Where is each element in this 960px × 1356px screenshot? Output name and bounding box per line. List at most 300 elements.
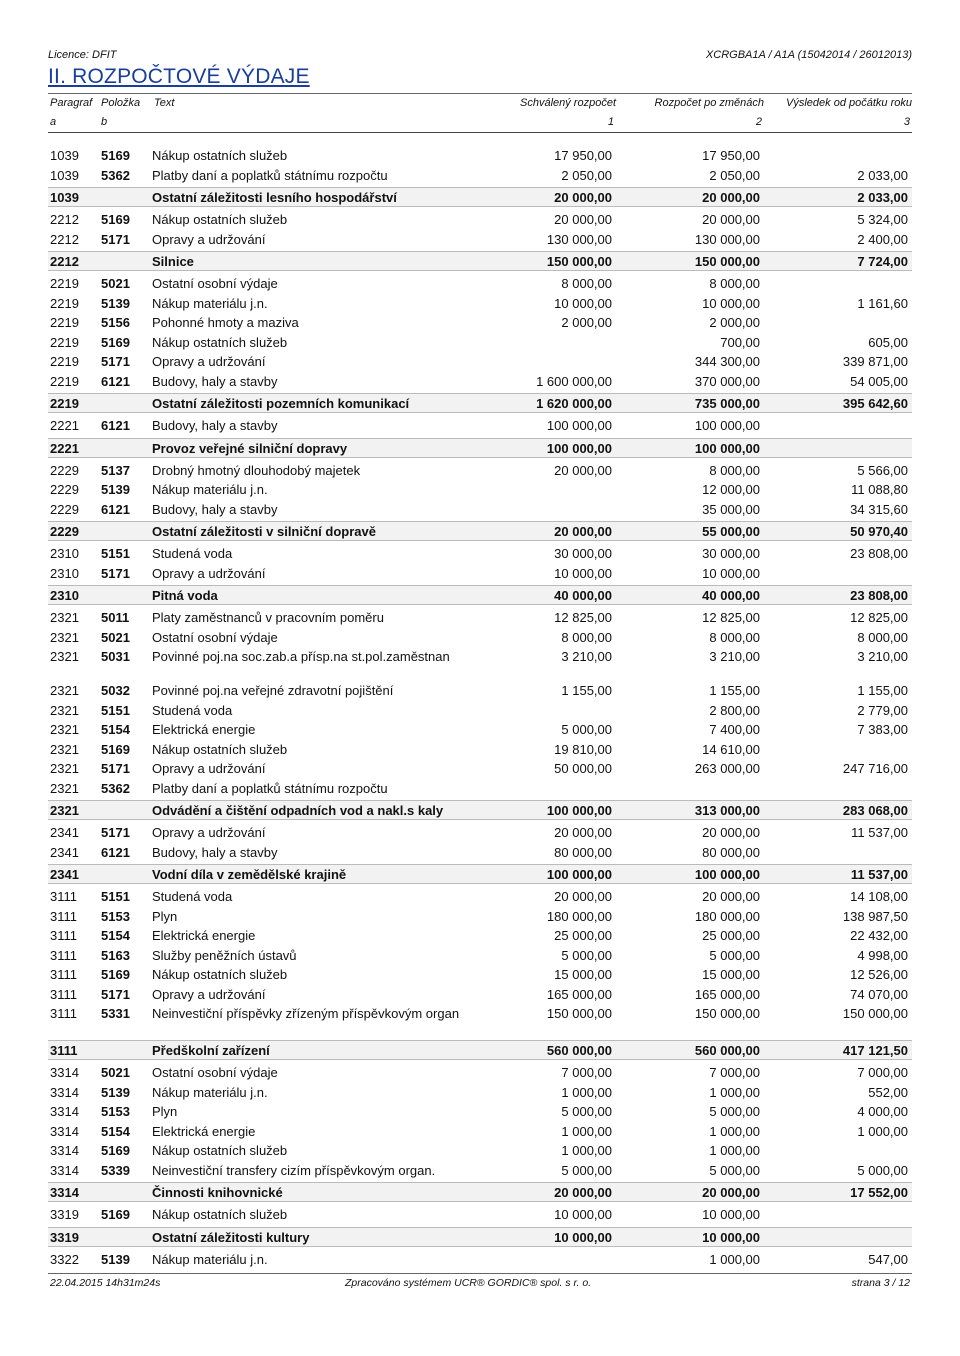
- cell-text: Ostatní osobní výdaje: [152, 1065, 278, 1080]
- cell-po-zmenach: 40 000,00: [702, 588, 760, 603]
- cell-paragraf: 1039: [50, 190, 79, 205]
- cell-text: Nákup materiálu j.n.: [152, 295, 268, 311]
- cell-po-zmenach: 180 000,00: [694, 908, 760, 924]
- col-vysledek: Výsledek od počátku roku: [786, 97, 912, 109]
- cell-polozka: 5139: [101, 1251, 130, 1267]
- table-row: [48, 544, 912, 564]
- cell-paragraf: 2219: [50, 396, 79, 411]
- cell-paragraf: 2321: [50, 629, 79, 645]
- table-row: [48, 965, 912, 985]
- cell-paragraf: 2310: [50, 588, 79, 603]
- cell-polozka: 5171: [101, 565, 130, 581]
- cell-paragraf: 2219: [50, 334, 79, 350]
- cell-schvaleny: 30 000,00: [554, 546, 612, 561]
- table-row: [48, 210, 912, 230]
- cell-schvaleny: 10 000,00: [554, 1207, 612, 1222]
- table-row: [48, 1102, 912, 1122]
- cell-po-zmenach: 130 000,00: [694, 231, 760, 247]
- cell-schvaleny: 20 000,00: [554, 825, 612, 840]
- cell-vysledek: 3 210,00: [857, 649, 908, 664]
- table-row: [48, 461, 912, 481]
- cell-paragraf: 3111: [50, 1006, 77, 1021]
- cell-po-zmenach: 1 000,00: [709, 1084, 760, 1100]
- cell-paragraf: 2321: [50, 610, 79, 625]
- cell-polozka: 6121: [101, 373, 130, 389]
- cell-vysledek: 11 537,00: [851, 825, 908, 840]
- cell-paragraf: 2321: [50, 780, 79, 796]
- cell-text: Předškolní zařízení: [152, 1043, 270, 1058]
- cell-po-zmenach: 8 000,00: [709, 276, 760, 291]
- cell-vysledek: 1 161,60: [857, 295, 908, 311]
- table-row: [48, 779, 912, 799]
- subtotal-row: [48, 1182, 912, 1202]
- table-row: [48, 740, 912, 760]
- cell-schvaleny: 1 000,00: [561, 1143, 612, 1158]
- cell-paragraf: 3319: [50, 1207, 79, 1222]
- page-top-line: [48, 49, 912, 63]
- cell-paragraf: 2229: [50, 462, 79, 478]
- cell-polozka: 6121: [101, 501, 130, 517]
- cell-schvaleny: 1 000,00: [561, 1084, 612, 1100]
- cell-polozka: 5153: [101, 908, 130, 924]
- cell-text: Nákup ostatních služeb: [152, 967, 288, 982]
- cell-text: Nákup materiálu j.n.: [152, 482, 268, 497]
- cell-vysledek: 2 033,00: [857, 190, 908, 205]
- cell-po-zmenach: 20 000,00: [702, 825, 760, 840]
- cell-schvaleny: 150 000,00: [546, 254, 612, 269]
- cell-text: Ostatní osobní výdaje: [152, 629, 278, 645]
- cell-polozka: 5169: [101, 967, 130, 982]
- cell-po-zmenach: 165 000,00: [694, 986, 760, 1002]
- cell-polozka: 5169: [101, 1207, 130, 1222]
- cell-vysledek: 11 537,00: [850, 867, 908, 882]
- cell-paragraf: 3111: [50, 908, 77, 924]
- cell-paragraf: 2212: [50, 212, 79, 227]
- cell-vysledek: 11 088,80: [851, 482, 908, 497]
- cell-polozka: 5362: [101, 780, 130, 796]
- cell-po-zmenach: 370 000,00: [694, 373, 760, 389]
- cell-po-zmenach: 2 800,00: [709, 702, 760, 718]
- cell-po-zmenach: 1 000,00: [709, 1251, 760, 1267]
- cell-po-zmenach: 14 610,00: [702, 741, 760, 757]
- cell-polozka: 5362: [101, 167, 130, 183]
- table-row: [48, 946, 912, 966]
- cell-paragraf: 3322: [50, 1251, 79, 1267]
- cell-po-zmenach: 700,00: [720, 334, 760, 350]
- cell-vysledek: 23 808,00: [850, 588, 908, 603]
- cell-schvaleny: 1 155,00: [561, 683, 612, 698]
- cell-paragraf: 2310: [50, 546, 79, 561]
- cell-paragraf: 2341: [50, 867, 79, 882]
- cell-schvaleny: 5 000,00: [561, 1104, 612, 1119]
- cell-vysledek: 4 998,00: [857, 947, 908, 963]
- cell-schvaleny: 150 000,00: [546, 1006, 612, 1021]
- cell-polozka: 5169: [101, 741, 130, 757]
- cell-schvaleny: 80 000,00: [554, 844, 612, 860]
- cell-text: Studená voda: [152, 702, 233, 718]
- table-row: [48, 720, 912, 740]
- cell-paragraf: 2219: [50, 276, 79, 291]
- cell-polozka: 5169: [101, 212, 130, 227]
- cell-schvaleny: 20 000,00: [554, 212, 612, 227]
- table-row: [48, 887, 912, 907]
- table-row: [48, 1205, 912, 1225]
- table-row: [48, 294, 912, 314]
- cell-po-zmenach: 100 000,00: [694, 867, 760, 882]
- cell-po-zmenach: 20 000,00: [702, 212, 760, 227]
- cell-text: Nákup materiálu j.n.: [152, 1084, 268, 1100]
- cell-vysledek: 417 121,50: [842, 1043, 908, 1058]
- cell-text: Opravy a udržování: [152, 354, 266, 369]
- table-row: [48, 166, 912, 186]
- cell-polozka: 5171: [101, 231, 130, 247]
- col-text: Text: [154, 97, 175, 109]
- cell-po-zmenach: 344 300,00: [694, 354, 760, 369]
- cell-vysledek: 552,00: [868, 1084, 908, 1100]
- cell-schvaleny: 1 620 000,00: [536, 396, 612, 411]
- cell-paragraf: 3111: [50, 986, 77, 1002]
- table-row: [48, 1083, 912, 1103]
- cell-po-zmenach: 10 000,00: [702, 565, 760, 581]
- footer-timestamp: 22.04.2015 14h31m24s: [50, 1277, 161, 1289]
- footer-page: strana 3 / 12: [851, 1277, 910, 1289]
- cell-schvaleny: 20 000,00: [554, 889, 612, 904]
- cell-po-zmenach: 735 000,00: [694, 396, 760, 411]
- cell-po-zmenach: 7 000,00: [709, 1065, 760, 1080]
- cell-polozka: 5151: [101, 889, 130, 904]
- cell-polozka: 5171: [101, 761, 130, 776]
- cell-paragraf: 2321: [50, 683, 79, 698]
- cell-polozka: 5169: [101, 1143, 130, 1158]
- subtotal-row: [48, 393, 912, 413]
- cell-text: Vodní díla v zemědělské krajině: [152, 867, 347, 882]
- cell-schvaleny: 165 000,00: [546, 986, 612, 1002]
- cell-po-zmenach: 313 000,00: [694, 803, 760, 818]
- cell-paragraf: 3111: [50, 889, 77, 904]
- cell-paragraf: 2321: [50, 702, 79, 718]
- col-n2: 2: [755, 116, 762, 128]
- cell-po-zmenach: 10 000,00: [702, 1229, 760, 1245]
- cell-vysledek: 605,00: [868, 334, 908, 350]
- cell-schvaleny: 20 000,00: [554, 190, 612, 205]
- cell-po-zmenach: 150 000,00: [694, 254, 760, 269]
- cell-paragraf: 2212: [50, 231, 79, 247]
- table-row: [48, 1161, 912, 1181]
- cell-text: Neinvestiční příspěvky zřízeným příspěvkovým organ: [152, 1006, 460, 1021]
- col-polozka: Položka: [101, 97, 141, 109]
- cell-polozka: 5331: [101, 1006, 130, 1021]
- cell-polozka: 5151: [101, 702, 130, 718]
- cell-text: Opravy a udržování: [152, 825, 266, 840]
- cell-po-zmenach: 15 000,00: [702, 967, 760, 982]
- cell-text: Budovy, haly a stavby: [152, 844, 278, 860]
- subtotal-row: [48, 521, 912, 541]
- cell-text: Elektrická energie: [152, 722, 256, 737]
- cell-schvaleny: 15 000,00: [554, 967, 612, 982]
- cell-vysledek: 395 642,60: [842, 396, 908, 411]
- page-footer: [48, 1273, 912, 1290]
- cell-schvaleny: 1 600 000,00: [536, 373, 612, 389]
- table-row: [48, 1141, 912, 1161]
- cell-vysledek: 5 324,00: [857, 212, 908, 227]
- cell-vysledek: 2 033,00: [857, 167, 908, 183]
- cell-vysledek: 1 155,00: [857, 683, 908, 698]
- table-row: [48, 416, 912, 436]
- col-po-zmenach: Rozpočet po změnách: [654, 97, 764, 109]
- cell-text: Budovy, haly a stavby: [152, 373, 278, 389]
- cell-po-zmenach: 7 400,00: [709, 722, 760, 737]
- cell-schvaleny: 2 000,00: [561, 315, 612, 330]
- cell-text: Povinné poj.na veřejné zdravotní pojištění: [152, 683, 394, 698]
- cell-schvaleny: 12 825,00: [554, 610, 612, 625]
- cell-vysledek: 283 068,00: [842, 803, 908, 818]
- cell-po-zmenach: 25 000,00: [702, 928, 760, 943]
- subtotal-row: [48, 438, 912, 458]
- cell-text: Ostatní osobní výdaje: [152, 276, 278, 291]
- cell-po-zmenach: 1 155,00: [709, 683, 760, 698]
- cell-po-zmenach: 10 000,00: [702, 295, 760, 311]
- table-row: [48, 907, 912, 927]
- cell-schvaleny: 7 000,00: [561, 1065, 612, 1080]
- cell-vysledek: 12 526,00: [850, 967, 908, 982]
- table-row: [48, 352, 912, 372]
- cell-paragraf: 2221: [50, 440, 79, 456]
- cell-text: Nákup ostatních služeb: [152, 1143, 288, 1158]
- cell-po-zmenach: 8 000,00: [709, 462, 760, 478]
- cell-vysledek: 50 970,40: [850, 524, 908, 539]
- cell-paragraf: 2219: [50, 315, 79, 330]
- cell-po-zmenach: 150 000,00: [694, 1006, 760, 1021]
- col-n1: 1: [607, 116, 614, 128]
- cell-paragraf: 2321: [50, 741, 79, 757]
- cell-schvaleny: 19 810,00: [554, 741, 612, 757]
- cell-text: Ostatní záležitosti kultury: [152, 1229, 310, 1245]
- cell-vysledek: 547,00: [868, 1251, 908, 1267]
- table-row: [48, 1122, 912, 1142]
- cell-po-zmenach: 17 950,00: [702, 148, 760, 163]
- cell-text: Budovy, haly a stavby: [152, 501, 278, 517]
- cell-vysledek: 2 400,00: [857, 231, 908, 247]
- cell-schvaleny: 5 000,00: [561, 1162, 612, 1178]
- cell-text: Pitná voda: [152, 588, 218, 603]
- cell-text: Nákup ostatních služeb: [152, 212, 288, 227]
- cell-schvaleny: 100 000,00: [546, 803, 612, 818]
- cell-po-zmenach: 20 000,00: [702, 889, 760, 904]
- cell-vysledek: 5 000,00: [857, 1162, 908, 1178]
- cell-vysledek: 7 724,00: [857, 254, 908, 269]
- cell-po-zmenach: 8 000,00: [709, 629, 760, 645]
- cell-po-zmenach: 30 000,00: [702, 546, 760, 561]
- cell-polozka: 5154: [101, 1123, 130, 1139]
- cell-po-zmenach: 1 000,00: [709, 1123, 760, 1139]
- cell-po-zmenach: 80 000,00: [702, 844, 760, 860]
- cell-polozka: 5139: [101, 1084, 130, 1100]
- cell-text: Silnice: [152, 254, 194, 269]
- cell-vysledek: 14 108,00: [850, 889, 908, 904]
- cell-text: Ostatní záležitosti lesního hospodářství: [152, 190, 397, 205]
- cell-text: Opravy a udržování: [152, 231, 266, 247]
- cell-text: Nákup ostatních služeb: [152, 148, 288, 163]
- cell-text: Opravy a udržování: [152, 761, 266, 776]
- cell-polozka: 5169: [101, 148, 130, 163]
- cell-text: Elektrická energie: [152, 928, 256, 943]
- table-row: [48, 146, 912, 166]
- cell-polozka: 5163: [101, 947, 130, 963]
- table-row: [48, 1004, 912, 1038]
- cell-polozka: 5137: [101, 462, 130, 478]
- table-row: [48, 1063, 912, 1083]
- cell-paragraf: 3314: [50, 1143, 79, 1158]
- cell-paragraf: 3314: [50, 1162, 79, 1178]
- cell-po-zmenach: 263 000,00: [694, 761, 760, 776]
- cell-polozka: 5156: [101, 315, 130, 330]
- cell-text: Platby daní a poplatků státnímu rozpočtu: [152, 167, 388, 183]
- cell-vysledek: 22 432,00: [850, 928, 908, 943]
- cell-vysledek: 1 000,00: [857, 1123, 908, 1139]
- table-row: [48, 823, 912, 843]
- cell-text: Platy zaměstnanců v pracovním poměru: [152, 610, 384, 625]
- report-code: XCRGBA1A / A1A (15042014 / 26012013): [705, 49, 912, 61]
- cell-paragraf: 2229: [50, 501, 79, 517]
- cell-po-zmenach: 20 000,00: [702, 1185, 760, 1200]
- cell-schvaleny: 130 000,00: [546, 231, 612, 247]
- cell-po-zmenach: 2 000,00: [709, 315, 760, 330]
- cell-schvaleny: 10 000,00: [554, 295, 612, 311]
- cell-text: Odvádění a čištění odpadních vod a nakl.s kaly: [152, 803, 444, 818]
- cell-schvaleny: 3 210,00: [561, 649, 612, 664]
- table-row: [48, 647, 912, 681]
- cell-polozka: 5011: [101, 610, 130, 625]
- table-row: [48, 926, 912, 946]
- table-row: [48, 564, 912, 584]
- cell-vysledek: 339 871,00: [842, 354, 908, 369]
- cell-text: Neinvestiční transfery cizím příspěvkovým organ.: [152, 1162, 436, 1178]
- footer-system: Zpracováno systémem UCR® GORDIC® spol. s r. o.: [345, 1277, 592, 1289]
- cell-paragraf: 2321: [50, 649, 79, 664]
- cell-text: Plyn: [152, 1104, 178, 1119]
- table-row: [48, 480, 912, 500]
- cell-paragraf: 2341: [50, 844, 79, 860]
- cell-vysledek: 34 315,60: [850, 501, 908, 517]
- table-row: [48, 230, 912, 250]
- cell-text: Opravy a udržování: [152, 565, 266, 581]
- cell-po-zmenach: 35 000,00: [702, 501, 760, 517]
- cell-polozka: 6121: [101, 844, 130, 860]
- cell-paragraf: 2321: [50, 761, 79, 776]
- cell-vysledek: 12 825,00: [850, 610, 908, 625]
- cell-schvaleny: 8 000,00: [561, 276, 612, 291]
- table-row: [48, 759, 912, 779]
- cell-polozka: 5171: [101, 354, 130, 369]
- cell-paragraf: 2321: [50, 803, 79, 818]
- cell-vysledek: 5 566,00: [857, 462, 908, 478]
- cell-paragraf: 3111: [50, 967, 77, 982]
- cell-schvaleny: 17 950,00: [554, 148, 612, 163]
- cell-paragraf: 2229: [50, 524, 79, 539]
- cell-paragraf: 2321: [50, 722, 79, 737]
- cell-schvaleny: 10 000,00: [554, 565, 612, 581]
- cell-schvaleny: 1 000,00: [561, 1123, 612, 1139]
- cell-polozka: 5021: [101, 629, 130, 645]
- table-row: [48, 313, 912, 333]
- cell-paragraf: 3314: [50, 1104, 79, 1119]
- cell-schvaleny: 100 000,00: [546, 867, 612, 882]
- licence-label: Licence: DFIT: [48, 49, 117, 61]
- cell-po-zmenach: 100 000,00: [694, 418, 760, 433]
- cell-polozka: 6121: [101, 418, 130, 433]
- col-paragraf: Paragraf: [50, 97, 93, 109]
- cell-paragraf: 3314: [50, 1185, 79, 1200]
- table-row: [48, 701, 912, 721]
- cell-schvaleny: 5 000,00: [561, 722, 612, 737]
- cell-vysledek: 17 552,00: [850, 1185, 908, 1200]
- subtotal-row: [48, 1227, 912, 1247]
- cell-text: Ostatní záležitosti pozemních komunikací: [152, 396, 410, 411]
- cell-text: Platby daní a poplatků státnímu rozpočtu: [152, 780, 388, 796]
- cell-text: Povinné poj.na soc.zab.a přísp.na st.pol.zaměstnan: [152, 649, 450, 664]
- cell-paragraf: 3111: [50, 928, 77, 943]
- cell-polozka: 5339: [101, 1162, 130, 1178]
- cell-text: Ostatní záležitosti v silniční dopravě: [152, 524, 376, 539]
- cell-po-zmenach: 1 000,00: [709, 1143, 760, 1158]
- cell-vysledek: 23 808,00: [850, 546, 908, 561]
- cell-text: Nákup materiálu j.n.: [152, 1251, 268, 1267]
- cell-polozka: 5171: [101, 986, 130, 1002]
- cell-schvaleny: 100 000,00: [546, 440, 612, 456]
- col-b: b: [101, 116, 108, 128]
- cell-schvaleny: 50 000,00: [554, 761, 612, 776]
- cell-text: Nákup ostatních služeb: [152, 334, 288, 350]
- cell-schvaleny: 2 050,00: [561, 167, 612, 183]
- cell-text: Nákup ostatních služeb: [152, 741, 288, 757]
- cell-po-zmenach: 10 000,00: [702, 1207, 760, 1222]
- cell-polozka: 5151: [101, 546, 130, 561]
- cell-polozka: 5154: [101, 928, 130, 943]
- cell-text: Elektrická energie: [152, 1123, 256, 1139]
- cell-polozka: 5171: [101, 825, 130, 840]
- budget-table-body: [48, 146, 912, 1269]
- table-row: [48, 608, 912, 628]
- cell-polozka: 5169: [101, 334, 130, 350]
- cell-schvaleny: 20 000,00: [554, 1185, 612, 1200]
- cell-polozka: 5031: [101, 649, 130, 664]
- table-row: [48, 1250, 912, 1270]
- cell-text: Nákup ostatních služeb: [152, 1207, 288, 1222]
- col-a: a: [50, 116, 57, 128]
- cell-text: Provoz veřejné silniční dopravy: [152, 440, 348, 456]
- cell-schvaleny: 100 000,00: [546, 418, 612, 433]
- table-row: [48, 628, 912, 648]
- cell-schvaleny: 20 000,00: [554, 524, 612, 539]
- table-row: [48, 274, 912, 294]
- cell-text: Opravy a udržování: [152, 986, 266, 1002]
- cell-paragraf: 3314: [50, 1084, 79, 1100]
- cell-paragraf: 3319: [50, 1229, 79, 1245]
- col-n3: 3: [903, 116, 910, 128]
- cell-vysledek: 54 005,00: [850, 373, 908, 389]
- cell-schvaleny: 5 000,00: [561, 947, 612, 963]
- cell-paragraf: 2229: [50, 482, 79, 497]
- cell-paragraf: 2341: [50, 825, 79, 840]
- cell-text: Studená voda: [152, 889, 233, 904]
- cell-po-zmenach: 3 210,00: [709, 649, 760, 664]
- subtotal-row: [48, 187, 912, 207]
- table-row: [48, 500, 912, 520]
- cell-schvaleny: 560 000,00: [546, 1043, 612, 1058]
- cell-vysledek: 138 987,50: [842, 908, 908, 924]
- cell-schvaleny: 180 000,00: [546, 908, 612, 924]
- cell-text: Služby peněžních ústavů: [152, 947, 297, 963]
